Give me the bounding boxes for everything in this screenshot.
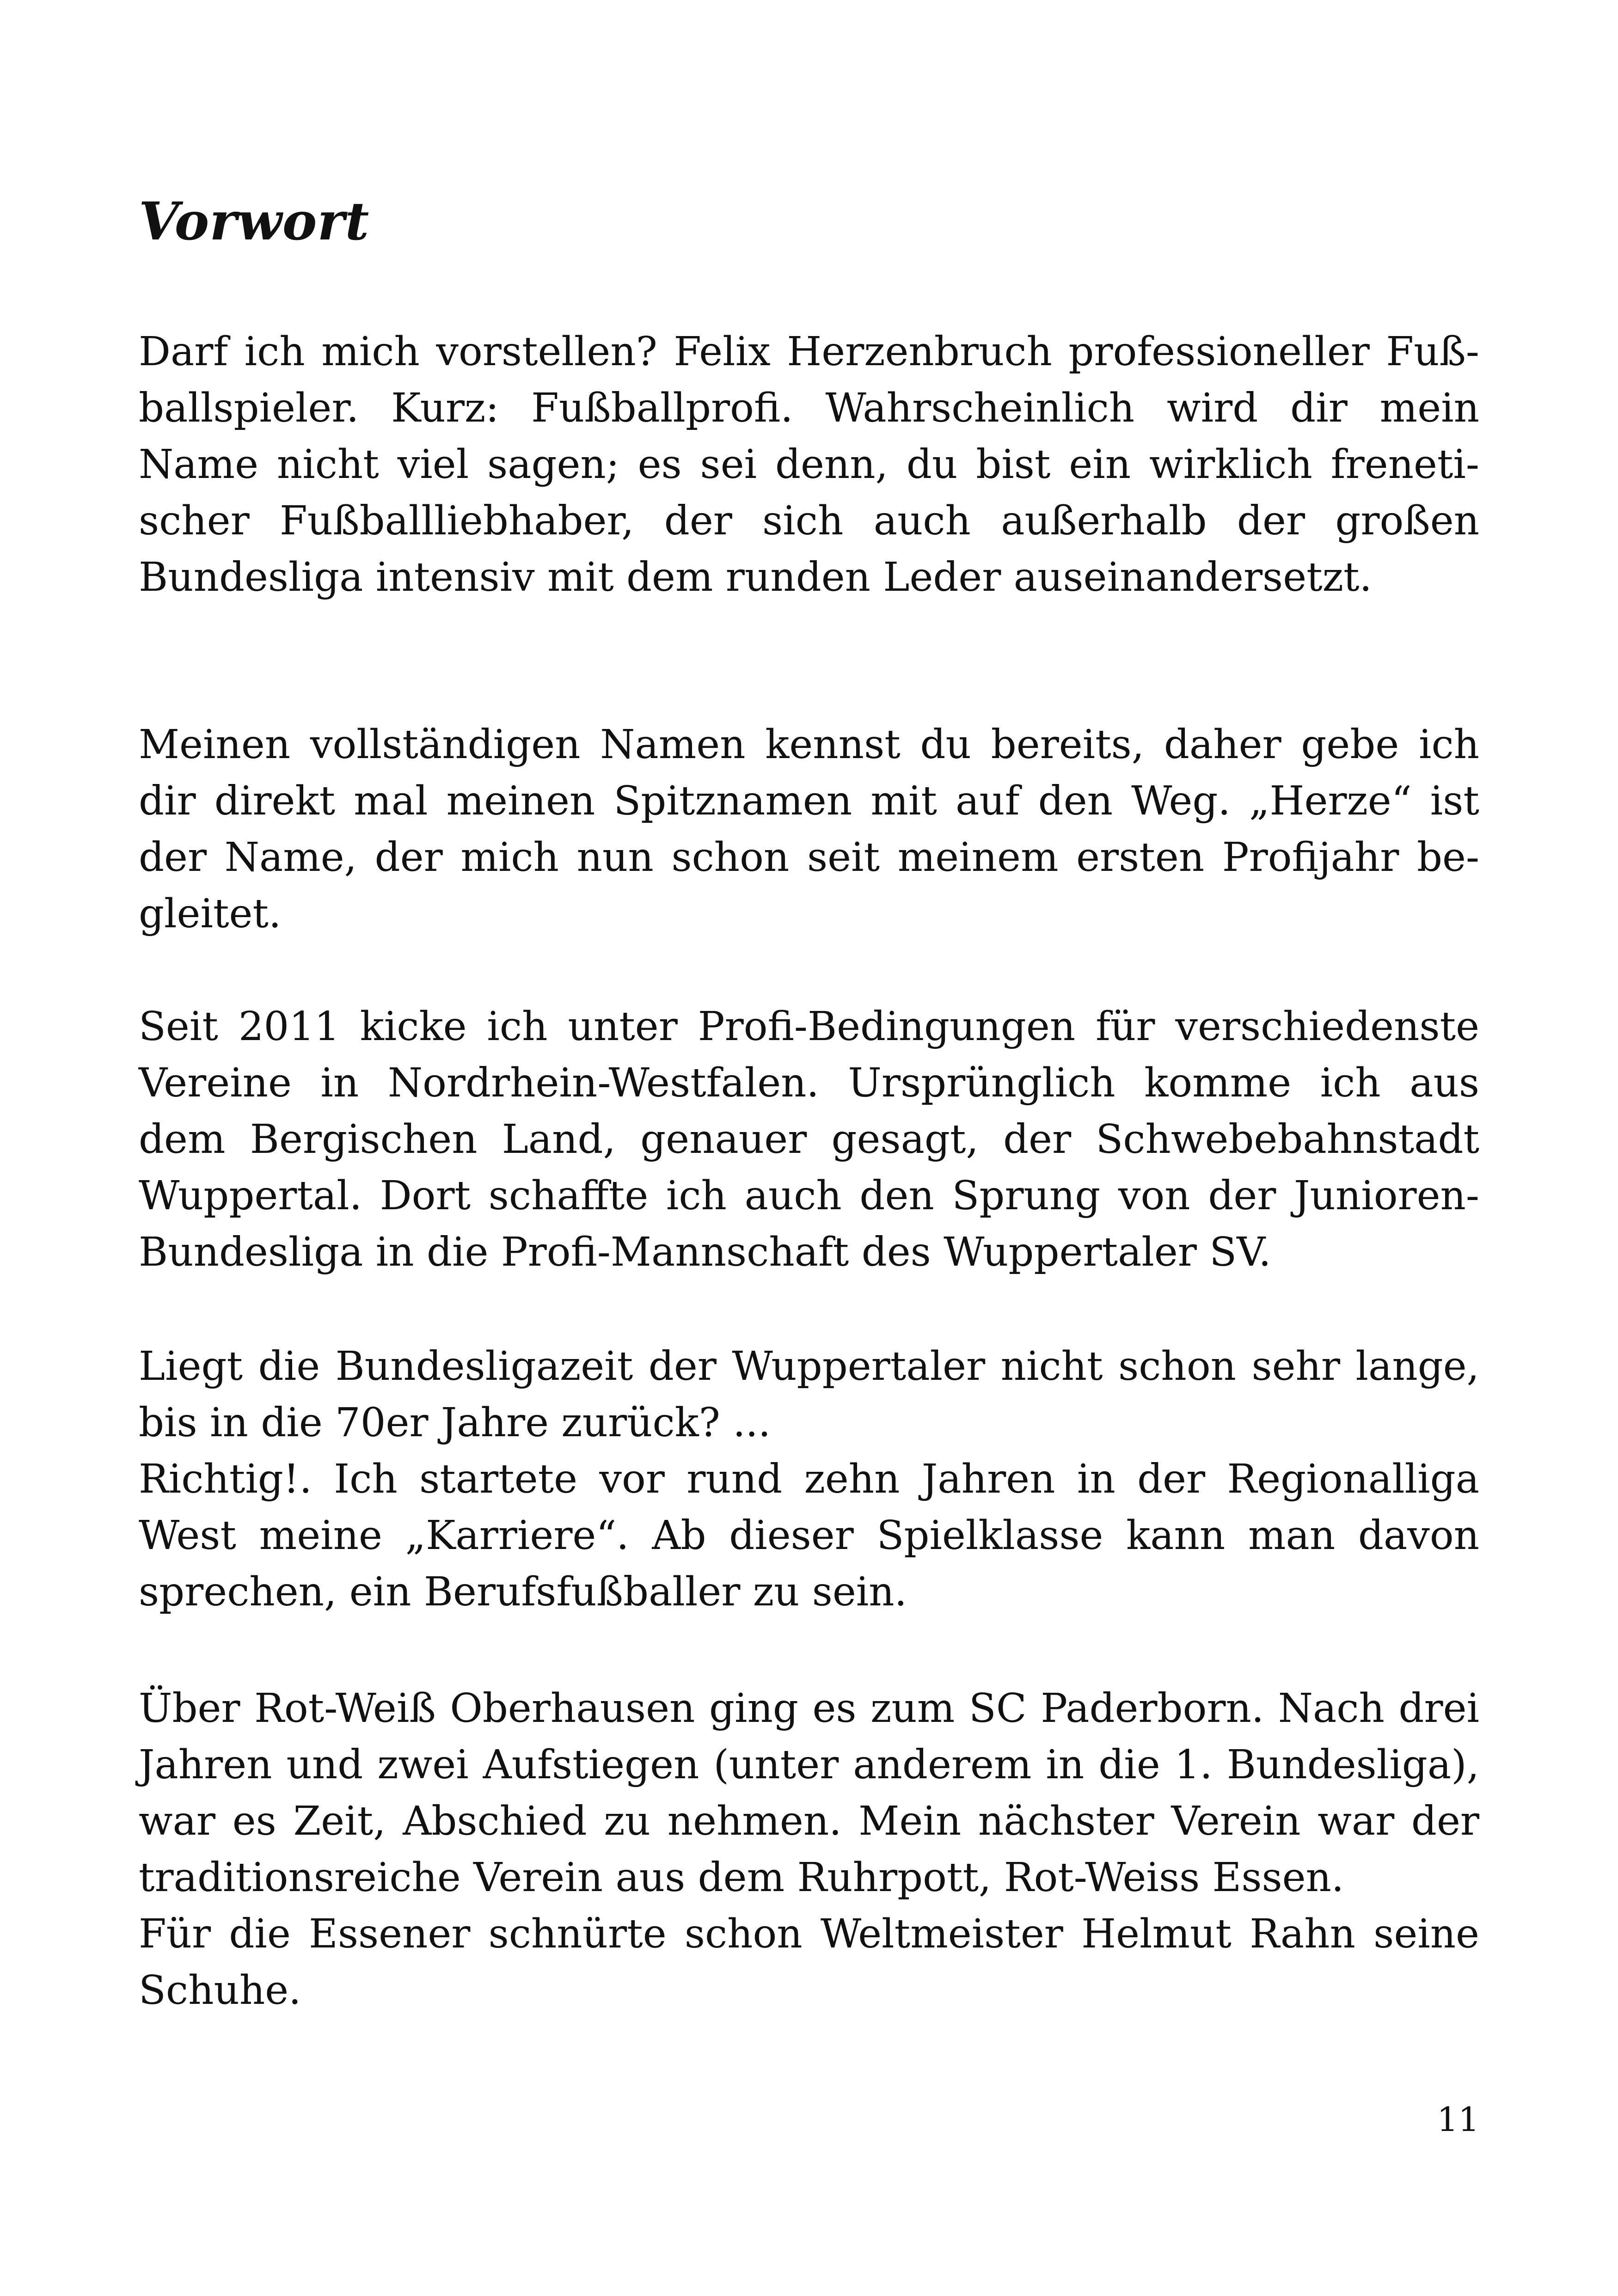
text-line: Seit 2011 kicke ich unter Profi-Bedingungen für verschiedenste (139, 1004, 1479, 1050)
text-line: Bundesliga in die Profi-Mannschaft des Wuppertaler SV. (139, 1229, 1271, 1275)
text-line: West meine „Karriere“. Ab dieser Spielklasse kann man davon (139, 1512, 1479, 1559)
text-line: war es Zeit, Abschied zu nehmen. Mein nächster Verein war der (139, 1798, 1479, 1844)
text-line: dir direkt mal meinen Spitznamen mit auf den Weg. „Herze“ ist (139, 778, 1479, 824)
text-line: dem Bergischen Land, genauer gesagt, der Schwebebahnstadt (139, 1116, 1479, 1163)
text-line: Richtig!. Ich startete vor rund zehn Jahren in der Regionalliga (139, 1456, 1479, 1502)
text-line: Darf ich mich vorstellen? Felix Herzenbruch professioneller Fuß- (139, 329, 1479, 375)
paragraph-3 (139, 998, 1479, 1280)
book-page (139, 0, 1479, 2296)
chapter-heading: Vorwort (139, 191, 370, 252)
text-line: Name nicht viel sagen; es sei denn, du bist ein wirklich freneti- (139, 441, 1479, 488)
page-number: 11 (1437, 2100, 1479, 2139)
text-line: Bundesliga intensiv mit dem runden Leder auseinandersetzt. (139, 554, 1372, 600)
text-line: bis in die 70er Jahre zurück? ... (139, 1400, 771, 1446)
text-line: traditionsreiche Verein aus dem Ruhrpott, Rot-Weiss Essen. (139, 1855, 1344, 1901)
paragraph-4 (139, 1338, 1479, 1620)
text-line: Jahren und zwei Aufstiegen (unter anderem in die 1. Bundesliga), (139, 1742, 1479, 1788)
text-line: scher Fußballliebhaber, der sich auch außerhalb der großen (139, 498, 1479, 544)
text-line: Über Rot-Weiß Oberhausen ging es zum SC Paderborn. Nach drei (139, 1685, 1479, 1732)
text-line: Liegt die Bundesligazeit der Wuppertaler nicht schon sehr lange, (139, 1343, 1479, 1390)
text-line: Für die Essener schnürte schon Weltmeister Helmut Rahn seine (139, 1911, 1479, 1957)
text-line: Vereine in Nordrhein-Westfalen. Ursprünglich komme ich aus (139, 1060, 1479, 1106)
text-line: Wuppertal. Dort schaffte ich auch den Sprung von der Junioren- (139, 1173, 1479, 1219)
text-line: sprechen, ein Berufsfußballer zu sein. (139, 1569, 907, 1615)
text-line: gleitet. (139, 891, 282, 937)
text-line: Meinen vollständigen Namen kennst du bereits, daher gebe ich (139, 722, 1479, 768)
paragraph-1 (139, 324, 1479, 606)
paragraph-5 (139, 1680, 1479, 2019)
text-line: Schuhe. (139, 1967, 301, 2014)
text-line: ballspieler. Kurz: Fußballprofi. Wahrscheinlich wird dir mein (139, 385, 1479, 431)
text-line: der Name, der mich nun schon seit meinem ersten Profijahr be- (139, 834, 1479, 881)
paragraph-2 (139, 716, 1479, 942)
